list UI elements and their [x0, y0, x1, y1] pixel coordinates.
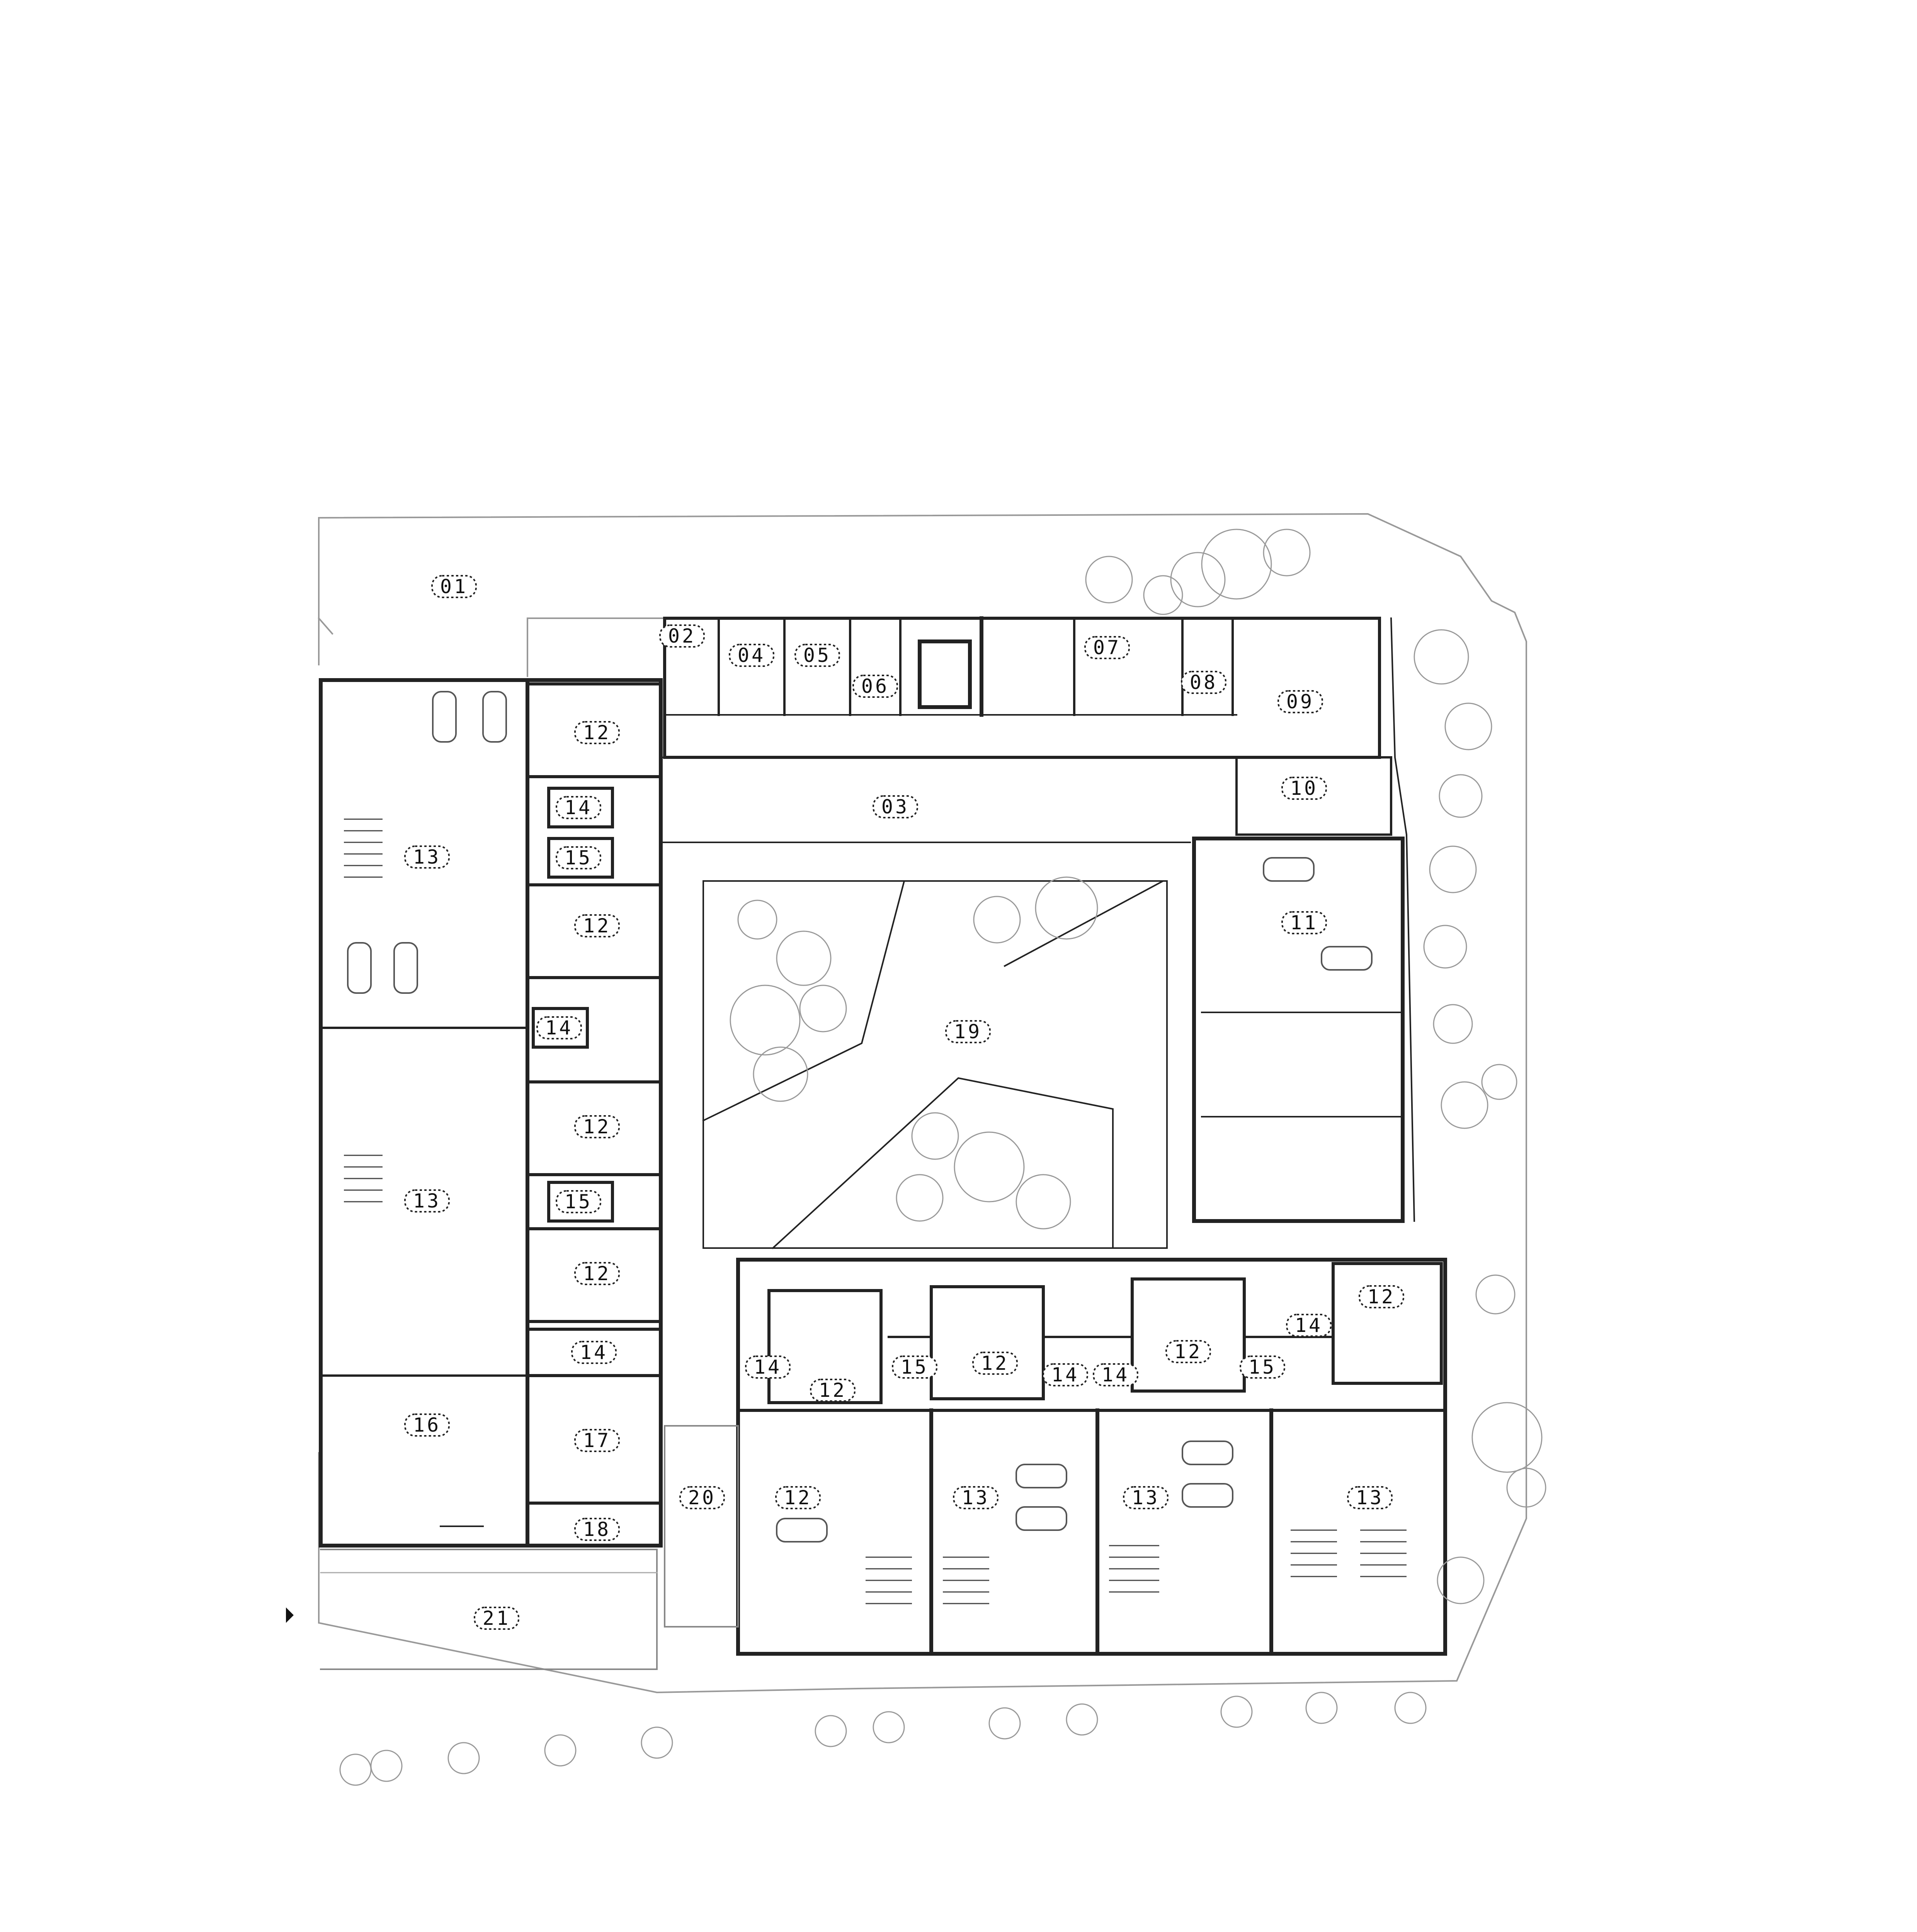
room-labels — [405, 541, 1403, 1629]
svg-text:13: 13 — [961, 1486, 990, 1509]
room-label — [1094, 1364, 1138, 1386]
room-label — [405, 1414, 449, 1436]
room-label — [575, 1262, 619, 1285]
svg-text:14: 14 — [564, 796, 593, 819]
room-label — [946, 1020, 990, 1043]
svg-text:13: 13 — [1356, 1486, 1384, 1509]
patio — [703, 881, 1167, 1248]
stairs-hatching — [344, 819, 1407, 1604]
svg-text:15: 15 — [564, 847, 593, 869]
svg-text:15: 15 — [1248, 1356, 1277, 1378]
svg-text:13: 13 — [413, 846, 441, 868]
svg-text:14: 14 — [754, 1356, 782, 1378]
south-block — [738, 1260, 1445, 1654]
west-wing — [321, 680, 661, 1546]
room-label — [1043, 1364, 1087, 1386]
site-boundary — [319, 514, 1526, 1692]
room-label — [537, 541, 581, 563]
room-label — [1124, 1486, 1168, 1509]
room-label — [1282, 912, 1326, 934]
patio-planter-2 — [958, 881, 1163, 966]
svg-text:02: 02 — [668, 625, 696, 647]
room-label — [575, 915, 619, 937]
svg-text:21: 21 — [482, 1607, 511, 1629]
svg-text:12: 12 — [1367, 1286, 1396, 1308]
svg-text:03: 03 — [881, 796, 910, 818]
svg-text:17: 17 — [583, 1429, 611, 1452]
svg-text:04: 04 — [737, 644, 766, 667]
room-label — [1240, 1356, 1284, 1378]
room-label — [795, 644, 839, 667]
room-label — [1282, 777, 1326, 799]
room-label — [811, 1379, 855, 1401]
room-label — [405, 846, 449, 868]
svg-text:12: 12 — [583, 721, 611, 744]
svg-text:14: 14 — [580, 1341, 608, 1364]
east-showroom — [1194, 838, 1403, 1221]
north-block — [665, 618, 1379, 757]
room-label — [556, 1190, 600, 1213]
room-label — [730, 644, 774, 667]
svg-text:15: 15 — [900, 1356, 929, 1378]
room-label — [575, 721, 619, 744]
room-label — [680, 1486, 724, 1509]
svg-text:12: 12 — [784, 1486, 812, 1509]
svg-text:05: 05 — [803, 644, 832, 667]
room-label — [556, 796, 600, 819]
room-label — [853, 675, 897, 697]
svg-text:12: 12 — [583, 915, 611, 937]
patio-planter-1 — [703, 881, 904, 1121]
room-label — [776, 1486, 820, 1509]
svg-text:08: 08 — [1189, 671, 1218, 694]
room-label — [1348, 1486, 1392, 1509]
room-label — [873, 796, 917, 818]
room-label — [432, 575, 476, 598]
svg-text:12: 12 — [1174, 1340, 1203, 1363]
svg-text:12: 12 — [583, 1116, 611, 1138]
room-12g — [1132, 1279, 1244, 1391]
room-label — [1287, 1314, 1331, 1337]
room-label — [893, 1356, 937, 1378]
svg-text:14: 14 — [1294, 1314, 1323, 1337]
svg-text:20: 20 — [688, 1486, 716, 1509]
svg-text:07: 07 — [1093, 636, 1121, 659]
svg-text:19: 19 — [954, 1020, 982, 1043]
svg-text:13: 13 — [413, 1190, 441, 1212]
room-12h — [1333, 1264, 1441, 1383]
svg-text:12: 12 — [818, 1379, 847, 1401]
svg-text:15: 15 — [564, 1190, 593, 1213]
room-label — [660, 625, 704, 647]
room-label — [1359, 1286, 1403, 1308]
svg-text:11: 11 — [1290, 912, 1318, 934]
aire-lavage — [665, 1426, 738, 1627]
room-label — [1085, 636, 1129, 659]
svg-text:06: 06 — [861, 675, 890, 697]
svg-text:14: 14 — [545, 1017, 573, 1039]
room-label — [1166, 1340, 1210, 1363]
room-label — [556, 847, 600, 869]
svg-text:01: 01 — [440, 575, 468, 598]
svg-text:12: 12 — [981, 1352, 1009, 1374]
svg-text:12: 12 — [583, 1262, 611, 1285]
patio-planter-3 — [773, 1078, 1113, 1248]
room-label — [973, 1352, 1017, 1374]
room-label — [746, 1356, 790, 1378]
room-label — [954, 1486, 998, 1509]
svg-text:09: 09 — [1286, 690, 1315, 713]
trees — [340, 529, 1546, 1785]
room-label — [1278, 690, 1322, 713]
room-label — [405, 1190, 449, 1212]
svg-text:18: 18 — [583, 1518, 611, 1541]
room-label — [575, 1429, 619, 1452]
arrow-marker-icon — [286, 1607, 294, 1623]
stair-core — [920, 641, 970, 707]
room-label — [572, 1341, 616, 1364]
room-label — [575, 1116, 619, 1138]
room-label — [537, 1017, 581, 1039]
svg-text:13: 13 — [1131, 1486, 1160, 1509]
svg-text:14: 14 — [1051, 1364, 1080, 1386]
room-label — [475, 1607, 519, 1629]
room-12f — [931, 1287, 1043, 1399]
parvis-step — [319, 618, 332, 634]
room-label — [575, 1518, 619, 1541]
svg-text:14: 14 — [1101, 1364, 1130, 1386]
svg-text:16: 16 — [413, 1414, 441, 1436]
room-label — [1182, 671, 1226, 694]
svg-text:10: 10 — [1290, 777, 1318, 799]
